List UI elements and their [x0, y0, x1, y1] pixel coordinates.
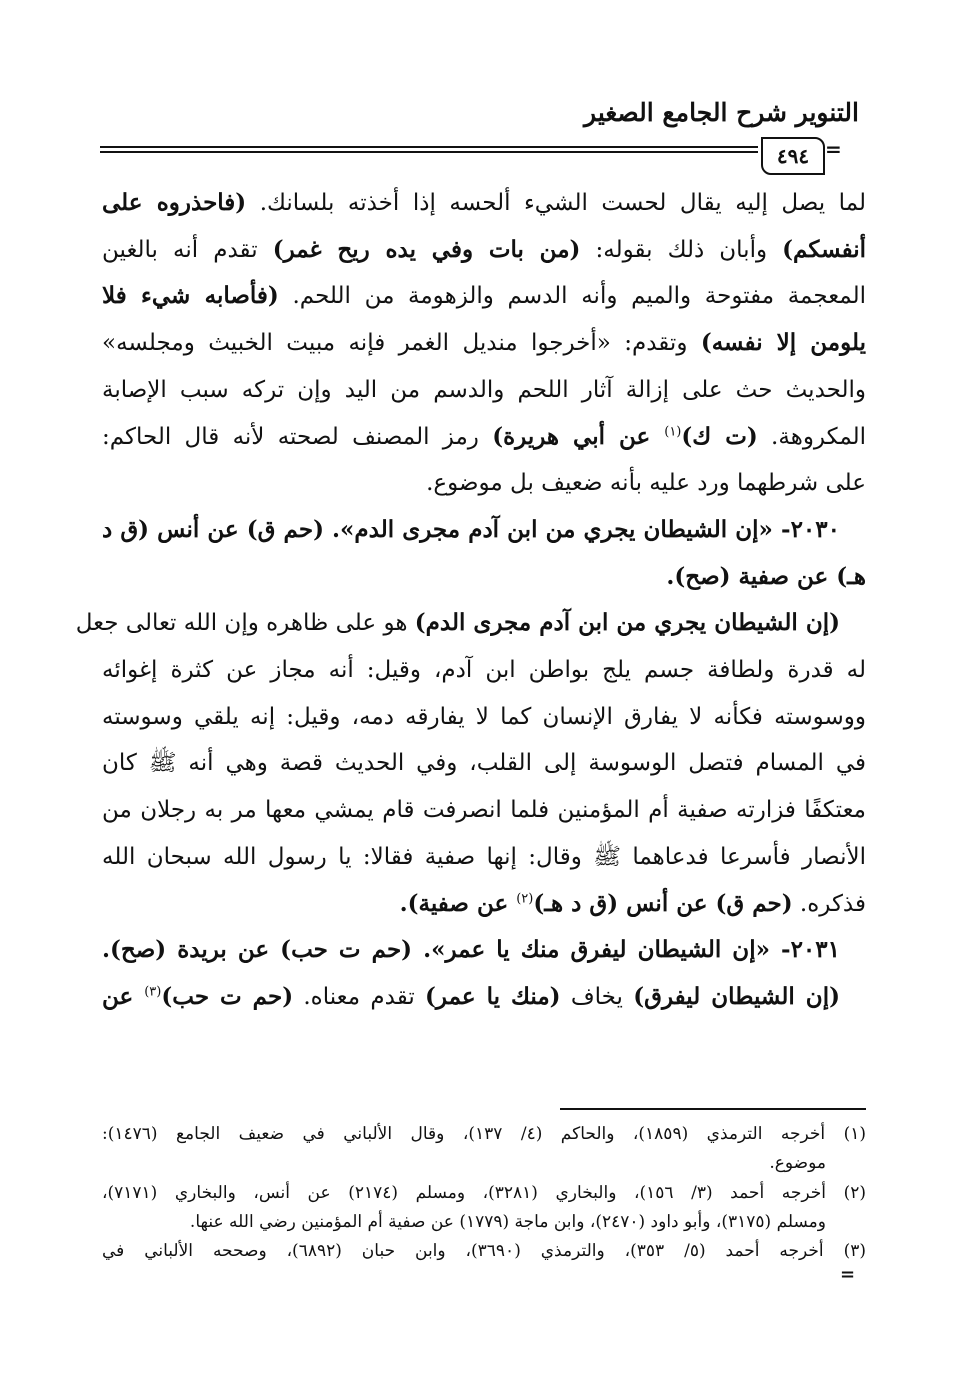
bold-text: عن أبي هريرة): [492, 422, 665, 450]
footnote-line: موضوع.: [769, 1153, 826, 1173]
text-line: [102, 326, 866, 360]
text: له قدرة ولطافة جسم يلج بواطن ابن آدم، وقيل: أنه مجاز عن كثرة إغوائه: [102, 657, 866, 683]
bold-text: عن صفية).: [399, 889, 517, 917]
footnote-line: (٢) أخرجه أحمد (٣/ ١٥٦)، والبخاري (٣٢٨١)، ومسلم (٢١٧٤) عن أنس، والبخاري (٧١٧١)،: [102, 1183, 866, 1203]
text-line: [102, 980, 866, 1014]
footnote-line: (١) أخرجه الترمذي (١٨٥٩)، والحاكم (٤/ ١٣٧)، وقال الألباني في ضعيف الجامع (١٤٧٦):: [102, 1124, 866, 1144]
text-line: [102, 513, 866, 547]
text-line: [102, 793, 866, 827]
text: تقدم أنه بالغين: [102, 236, 273, 263]
bold-text: عن: [102, 982, 145, 1010]
footnote-line: (٣) أخرجه أحمد (٥/ ٣٥٣)، والترمذي (٣٦٩٠)، وابن حبان (٦٨٩٢)، وصححه الألباني في: [102, 1241, 866, 1261]
text: هو على ظاهره وإن الله تعالى جعل: [75, 610, 415, 637]
text: وتقدم: «أخرجوا منديل الغمر فإنه مبيت الخبيث ومجلسه»: [102, 330, 701, 357]
footnote-line: ومسلم (٣١٧٥)، وأبو داود (٢٤٧٠)، وابن ماجة (١٧٧٩) عن صفية أم المؤمنين رضي الله عنها.: [189, 1212, 826, 1232]
text-line: [102, 653, 866, 687]
text: فذكره.: [792, 890, 866, 917]
text-line: [102, 373, 866, 407]
text: معتكفًا فزارته صفية أم المؤمنين فلما انصرفت قام يمشي معها مر به رجلان من: [102, 797, 866, 824]
page-number: ٤٩٤: [761, 137, 825, 175]
text: تقدم معناه.: [293, 983, 426, 1010]
text: المعجمة مفتوحة والميم وأنه الدسم والزهومة من اللحم.: [278, 283, 866, 310]
text-line: [102, 840, 866, 874]
text-line: [102, 933, 866, 967]
text: المكروهة.: [757, 423, 867, 450]
header-ornament: =: [825, 137, 842, 161]
text: لما يصل إليه يقال لحست الشيء ألحسه إذا أخذته بلسانك.: [246, 190, 866, 216]
bold-text: ٢٠٣٠- «إن الشيطان يجري من ابن آدم مجرى الدم». (حم ق) عن أنس (ق د: [102, 515, 840, 543]
text-line: [102, 700, 866, 734]
footnote-separator: [560, 1108, 866, 1110]
text-line: [102, 746, 866, 780]
bold-text: يلومن إلا نفسه): [700, 329, 866, 357]
header-rule: [100, 146, 758, 148]
bold-text: (حم ق) عن أنس (ق د هـ): [533, 889, 793, 917]
bold-text: (إن الشيطان يجري من ابن آدم مجرى الدم): [414, 609, 840, 637]
bold-text: (ت ك): [681, 422, 758, 450]
continuation-mark: =: [840, 1264, 856, 1285]
bold-text: (منك يا عمر): [425, 982, 561, 1010]
text: وأبان ذلك بقوله:: [580, 236, 783, 263]
bold-text: (حم ت حب): [161, 982, 294, 1010]
bold-text: (من بات وفي يده ريح غمر): [272, 235, 581, 263]
text-line: [102, 466, 866, 500]
text: رمز المصنف لصحته لأنه قال الحاكم:: [102, 423, 493, 450]
bold-text: (فاحذروه على: [102, 189, 247, 216]
text: يخاف: [560, 983, 634, 1010]
bold-text: (إن الشيطان ليفرق): [633, 982, 840, 1010]
text: والحديث حث على إزالة آثار اللحم والدسم من اليد وإن تركه سبب الإصابة: [102, 376, 866, 403]
text-line: [75, 606, 866, 640]
text: الأنصار فأسرعا فدعاهما ﷺ وقال: إنها صفية فقالا: يا رسول الله سبحان الله: [102, 843, 866, 870]
text: على شرطهما ورد عليه بأنه ضعيف بل موضوع.: [426, 470, 866, 497]
text-line: [102, 279, 866, 313]
header-rule: [100, 151, 758, 153]
text-line: [102, 420, 866, 454]
footnote-ref: (١): [664, 423, 682, 439]
footnote-ref: (٢): [516, 890, 534, 906]
bold-text: ٢٠٣١- «إن الشيطان ليفرق منك يا عمر». (حم ت حب) عن بريدة (صح).: [102, 936, 840, 964]
footnote-ref: (٣): [144, 984, 162, 1000]
text-line: [102, 560, 866, 594]
bold-text: أنفسكم): [782, 235, 867, 263]
text-line: [102, 186, 866, 220]
text-line: [102, 233, 866, 267]
bold-text: (فأصابه شيء فلا: [102, 282, 279, 310]
bold-text: هـ) عن صفية (صح).: [666, 562, 866, 590]
text: ووسوسته فكأنه لا يفارق الإنسان كما لا يفارقه دمه، وقيل: إنه يلقي وسوسته: [102, 703, 866, 730]
text: في المسام فتصل الوسوسة إلى القلب، وفي الحديث قصة وهي أنه ﷺ كان: [102, 750, 866, 777]
text-line: [102, 887, 866, 921]
book-title: التنوير شرح الجامع الصغير: [584, 98, 859, 127]
